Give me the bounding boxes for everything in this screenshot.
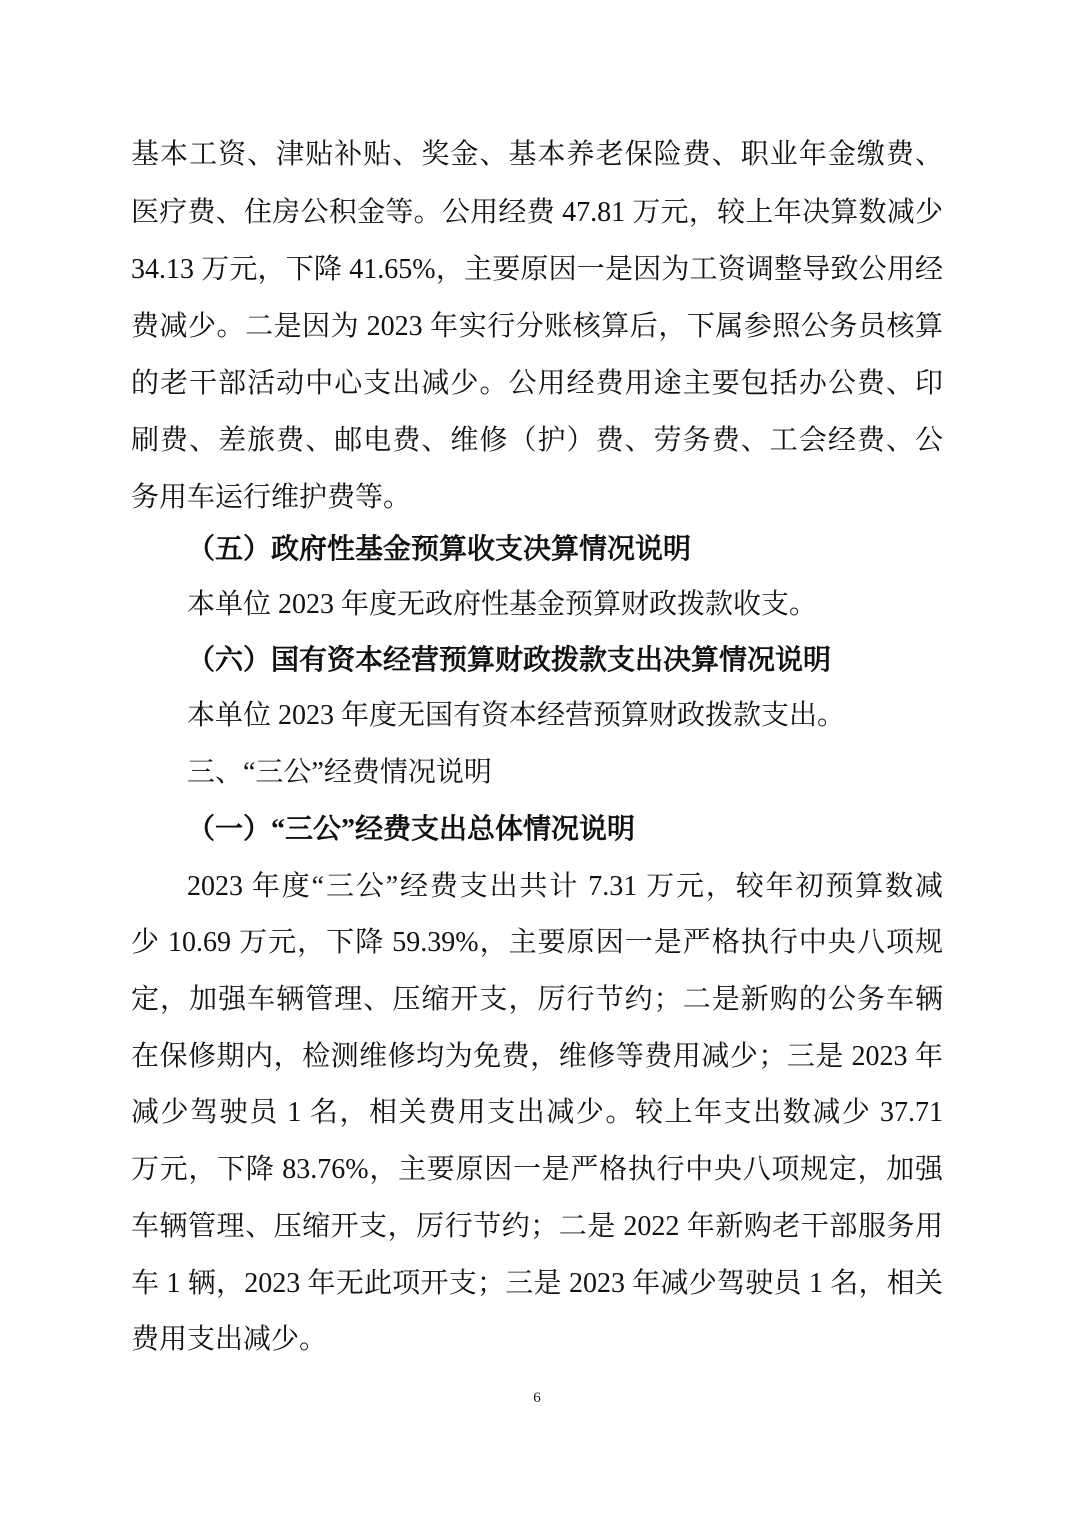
- body-line: 少 10.69 万元，下降 59.39%，主要原因一是严格执行中央八项规: [131, 927, 943, 958]
- body-line: 费减少。二是因为 2023 年实行分账核算后，下属参照公务员核算: [131, 311, 943, 342]
- section-body: 本单位 2023 年度无政府性基金预算财政拨款收支。: [187, 589, 818, 620]
- part-heading: 三、“三公”经费情况说明: [187, 757, 492, 788]
- body-line: 医疗费、住房公积金等。公用经费 47.81 万元，较上年决算数减少: [131, 197, 943, 228]
- body-line: 车辆管理、压缩开支，厉行节约；二是 2022 年新购老干部服务用: [131, 1211, 943, 1242]
- body-line: 减少驾驶员 1 名，相关费用支出减少。较上年支出数减少 37.71: [131, 1097, 943, 1128]
- body-line: 基本工资、津贴补贴、奖金、基本养老保险费、职业年金缴费、: [131, 139, 943, 170]
- body-line: 34.13 万元，下降 41.65%，主要原因一是因为工资调整导致公用经: [131, 254, 943, 285]
- body-line: 万元，下降 83.76%，主要原因一是严格执行中央八项规定，加强: [131, 1154, 943, 1185]
- body-line: 2023 年度“三公”经费支出共计 7.31 万元，较年初预算数减: [187, 871, 943, 902]
- body-line: 费用支出减少。: [131, 1324, 328, 1355]
- body-line: 在保修期内，检测维修均为免费，维修等费用减少；三是 2023 年: [131, 1041, 943, 1072]
- sub-heading: （一）“三公”经费支出总体情况说明: [187, 814, 636, 845]
- body-line: 刷费、差旅费、邮电费、维修（护）费、劳务费、工会经费、公: [131, 425, 943, 456]
- section-heading: （六）国有资本经营预算财政拨款支出决算情况说明: [187, 645, 832, 676]
- body-line: 务用车运行维护费等。: [131, 482, 412, 513]
- page-number: 6: [533, 1390, 541, 1406]
- body-line: 车 1 辆，2023 年无此项开支；三是 2023 年减少驾驶员 1 名，相关: [131, 1268, 943, 1299]
- body-line: 定，加强车辆管理、压缩开支，厉行节约；二是新购的公务车辆: [131, 984, 943, 1015]
- section-heading: （五）政府性基金预算收支决算情况说明: [187, 534, 692, 565]
- section-body: 本单位 2023 年度无国有资本经营预算财政拨款支出。: [187, 700, 846, 731]
- body-line: 的老干部活动中心支出减少。公用经费用途主要包括办公费、印: [131, 368, 943, 399]
